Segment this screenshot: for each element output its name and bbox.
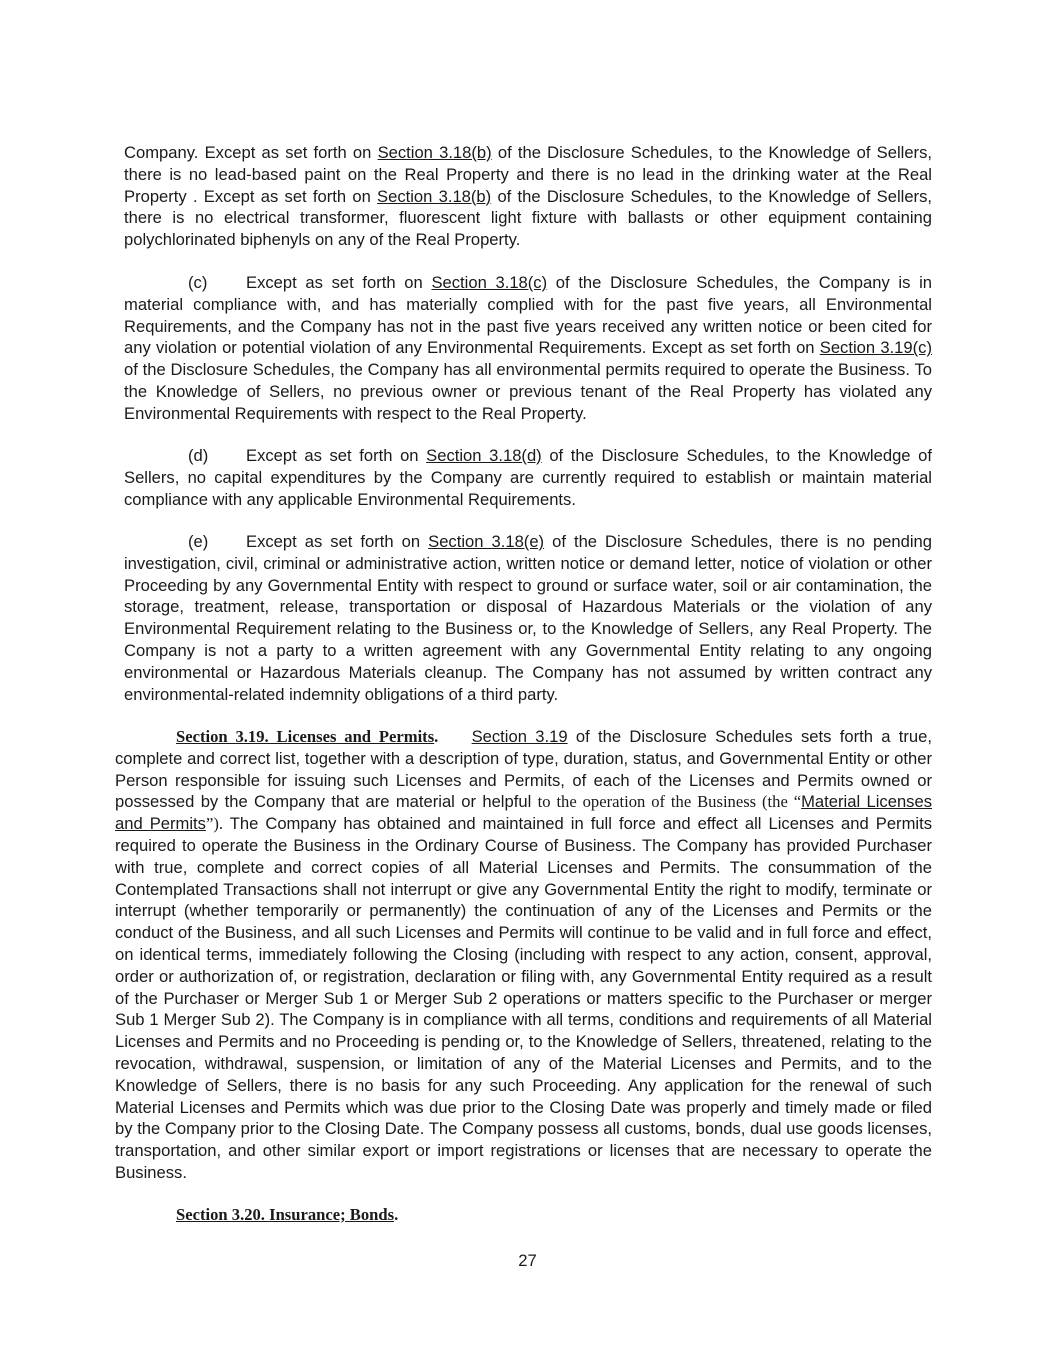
section-reference-link[interactable]: Section 3.18(d) <box>426 446 542 465</box>
paragraph-3-18-c <box>124 272 932 425</box>
paragraph-3-18-b-continued <box>124 142 932 251</box>
section-reference-link[interactable]: Section 3.18(b) <box>377 143 492 162</box>
text: ”). <box>205 814 223 834</box>
text: of the Disclosure Schedules, there is no pending investigation, civil, criminal or administrative action, written notice or demand letter, notice of violation or other Proceeding by any Governmental Entity with respect to ground or surface water, soil or air contamination, the storage, treatment, release, transportation or disposal of Hazardous Materials or the violation of any Environmental Requirement relating to the Business or, to the Knowledge of Sellers, any Real Property. The Company is not a party to a written agreement with any Governmental Entity relating to any ongoing environmental or Hazardous Materials cleanup. The Company has not assumed by written contract any environmental-related indemnity obligations of a third party. <box>124 532 933 704</box>
text: Except as set forth on <box>246 532 429 551</box>
text: of the Disclosure Schedules, to the Knowledge of Sellers, there is no electrical transformer, fluorescent light fixture with ballasts or other equipment containing polychlorinated biphenyls on any of the Real Property. <box>124 186 932 250</box>
section-reference-link[interactable]: Section 3.18(c) <box>431 273 548 292</box>
text: Company. Except as set forth on <box>124 143 378 162</box>
section-heading-text: Section 3.20. Insurance; Bonds <box>176 1205 395 1224</box>
section-3-19-paragraph <box>115 726 932 1184</box>
text: Except as set forth on <box>246 273 432 292</box>
clause-label: (c) <box>188 273 208 292</box>
section-heading-text: Section 3.19. Licenses and Permits <box>176 727 435 746</box>
paragraph-3-18-d <box>124 445 932 510</box>
heading-period: . <box>434 727 439 746</box>
section-reference-link[interactable]: Section 3.18(e) <box>428 532 545 551</box>
text: of the Disclosure Schedules, to the Knowledge of Sellers, no capital expenditures by the Company are currently required to establish or maintain material compliance with any applicable Environmental Requirements. <box>124 446 932 509</box>
text: The Company has obtained and maintained in full force and effect all Licenses and Permits required to operate the Business in the Ordinary Course of Business. The Company has provided Purchaser with true, complete and correct copies of all Material Licenses and Permits. The consummation of the Contemplated Transactions shall not interrupt or give any Governmental Entity the right to modify, terminate or interrupt (whether temporarily or permanently) the continuation of any of the Licenses and Permits or the conduct of the Business, and all such Licenses and Permits will continue to be valid and in full force and effect, on identical terms, immediately following the Closing (including with respect to any action, consent, approval, order or authorization of, or registration, declaration or filing with, any Governmental Entity required as a result of the Purchaser or Merger Sub 1 or Merger Sub 2 operations or matters specific to the Purchaser or merger Sub 1 Merger Sub 2). The Company is in compliance with all terms, conditions and requirements of all Material Licenses and Permits and no Proceeding is pending or, to the Knowledge of Sellers, threatened, relating to the revocation, withdrawal, suspension, or limitation of any of the Material Licenses and Permits, and to the Knowledge of Sellers, there is no basis for any such Proceeding. Any application for the renewal of such Material Licenses and Permits which was due prior to the Closing Date was properly and timely made or filed by the Company prior to the Closing Date. The Company possess all customs, bonds, dual use goods licenses, transportation, and other similar export or import registrations or licenses that are necessary to operate the Business. <box>115 814 932 1182</box>
clause-label: (d) <box>188 446 209 465</box>
section-reference-link[interactable]: Section 3.19(c) <box>819 338 932 358</box>
section-3-20-heading <box>176 1205 398 1224</box>
heading-period: . <box>394 1205 399 1224</box>
text: Except as set forth on <box>246 446 427 465</box>
page-number: 27 <box>518 1251 537 1270</box>
text: of the Disclosure Schedules, the Company has all environmental permits required to operate the Business. To the Knowledge of Sellers, no previous owner or previous tenant of the Real Property has violated any Environmental Requirements with respect to the Real Property. <box>124 360 932 423</box>
section-3-20-paragraph <box>115 1204 932 1226</box>
text: of the Disclosure Schedules, the Company is in material compliance with, and has materially complied with for the past five years, all Environmental Requirements, and the Company has not in the past five years received any written notice or been cited for any violation or potential violation of any Environmental Requirements. Except as set forth on <box>124 273 932 358</box>
text: of the Disclosure Schedules sets forth a true, complete and correct list, together with a description of type, duration, status, and Governmental Entity or other Person responsible for issuing such Licenses and Permits, of each of the Licenses and Permits owned or possessed by the Company that are material or helpful <box>115 727 932 812</box>
text: of the Disclosure Schedules, to the Knowledge of Sellers, there is no lead-based paint on the Real Property and there is no lead in the drinking water at the Real Property . Except as set forth on <box>124 143 932 206</box>
clause-label: (e) <box>188 532 209 551</box>
text: to the operation of the Business (the “ <box>537 792 802 812</box>
paragraph-3-18-e <box>124 531 932 705</box>
section-3-19-heading <box>176 727 438 746</box>
defined-term: Material Licenses and Permits <box>115 792 932 834</box>
section-reference-link[interactable]: Section 3.19 <box>471 727 568 746</box>
section-reference-link[interactable]: Section 3.18(b) <box>377 186 492 206</box>
